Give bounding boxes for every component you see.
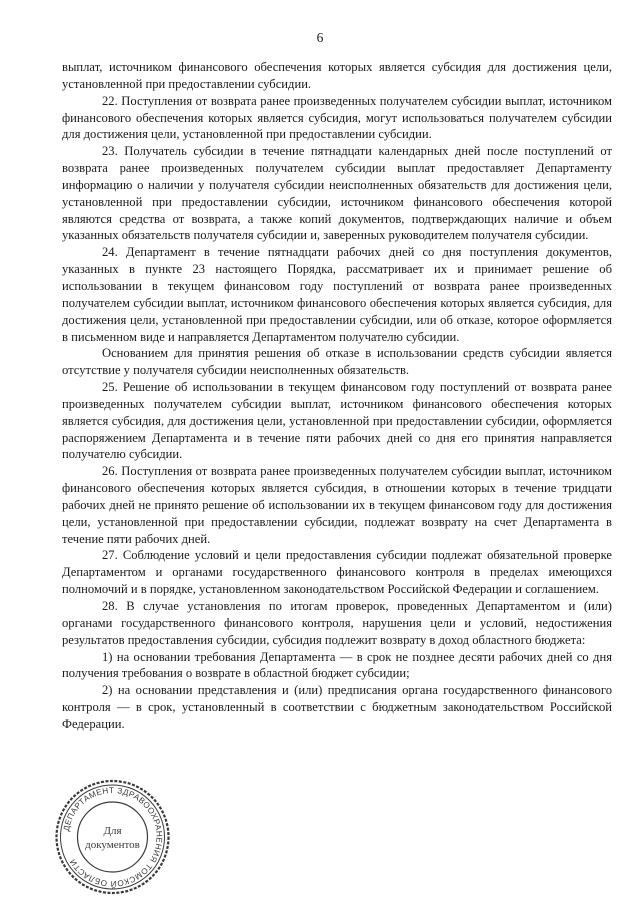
paragraph-27: 27. Соблюдение условий и цели предоставления субсидии подлежат обязательной проверке Департаментом и органами государственного финансового контроля в пределах имеющихся полномочий и в порядке, установленном законодательством Российской Федерации и соглашением. (62, 548, 612, 597)
stamp-inner-ring (78, 802, 148, 872)
stamp-outer-text: ДЕПАРТАМЕНТ ЗДРАВООХРАНЕНИЯ ТОМСКОЙ ОБЛАСТИ (61, 785, 164, 889)
paragraph-28-item-2: 2) на основании представления и (или) предписания органа государственного финансового контроля — в срок, установленный в соответствии с бюджетным законодательством Российской Федерации. (62, 683, 612, 731)
paragraph-24: 24. Департамент в течение пятнадцати рабочих дней со дня поступления документов, указанных в пункте 23 настоящего Порядка, рассматривает их и принимает решение об использовании в текущем финансовом году поступлений от возврата ранее произведенных получателем субсидии выплат, источником финансового обеспечения которых является субсидия, для достижения цели, установленной при предоставлении субсидии, или об отказе, которое оформляется в письменном виде и направляется Департаментом получателю субсидии. (62, 245, 612, 344)
paragraph-28: 28. В случае установления по итогам проверок, проведенных Департаментом и (или) органами государственного финансового контроля, нарушения цели и условий, недостижения результатов предоставления субсидии, субсидия подлежит возврату в доход областного бюджета: (62, 599, 612, 647)
stamp-inner-line-1: Для (103, 825, 122, 837)
paragraph-continuation: выплат, источником финансового обеспечения которых является субсидия для достижения цели, установленной при предоставлении субсидии. (62, 60, 612, 91)
paragraph-25: 25. Решение об использовании в текущем финансовом году поступлений от возврата ранее произведенных получателем субсидии выплат, источником финансового обеспечения которых является субсидия, для достижения цели, установленной при предоставлении субсидии, оформляется распоряжением Департамента и в течение пяти рабочих дней со дня его принятия направляется получателю субсидии. (62, 380, 612, 462)
stamp-outer-ring (57, 781, 169, 893)
paragraph-24-refusal-basis: Основанием для принятия решения об отказе в использовании средств субсидии является отсутствие у получателя субсидии неисполненных обязательств. (62, 346, 612, 378)
page-number: 6 (316, 30, 324, 45)
paragraph-23: 23. Получатель субсидии в течение пятнадцати календарных дней после поступлений от возврата ранее произведенных получателем субсидии выплат предоставляет Департаменту информацию о наличии у получателя субсидии неисполненных обязательств для достижения цели, установленной при предоставлении субсидии, источником финансового обеспечения которой являются средства от возврата, а также копий документов, подтверждающих наличие и объем указанных обязательств получателя субсидии и, заверенных руководителем получателя субсидии. (62, 144, 612, 243)
stamp-inner-line-2: документов (85, 839, 140, 851)
paragraph-22: 22. Поступления от возврата ранее произведенных получателем субсидии выплат, источником финансового обеспечения которых является субсидия, могут использоваться получателем субсидии для достижения цели, установленной при предоставлении субсидии. (62, 93, 612, 142)
department-stamp (50, 778, 175, 896)
paragraph-28-item-1: 1) на основании требования Департамента — в срок не позднее десяти рабочих дней со дня получения требования о возврате в областной бюджет субсидии; (62, 649, 612, 681)
stamp-middle-ring (61, 785, 165, 889)
document-body (62, 59, 612, 733)
paragraph-26: 26. Поступления от возврата ранее произведенных получателем субсидии выплат, источником финансового обеспечения которых является субсидия, в отношении которых в течение тридцати рабочих дней не принято решение об использовании их в текущем финансовом году для достижения цели, установленной при предоставлении субсидии, подлежат возврату на счет Департамента в течение пяти рабочих дней. (62, 464, 612, 546)
